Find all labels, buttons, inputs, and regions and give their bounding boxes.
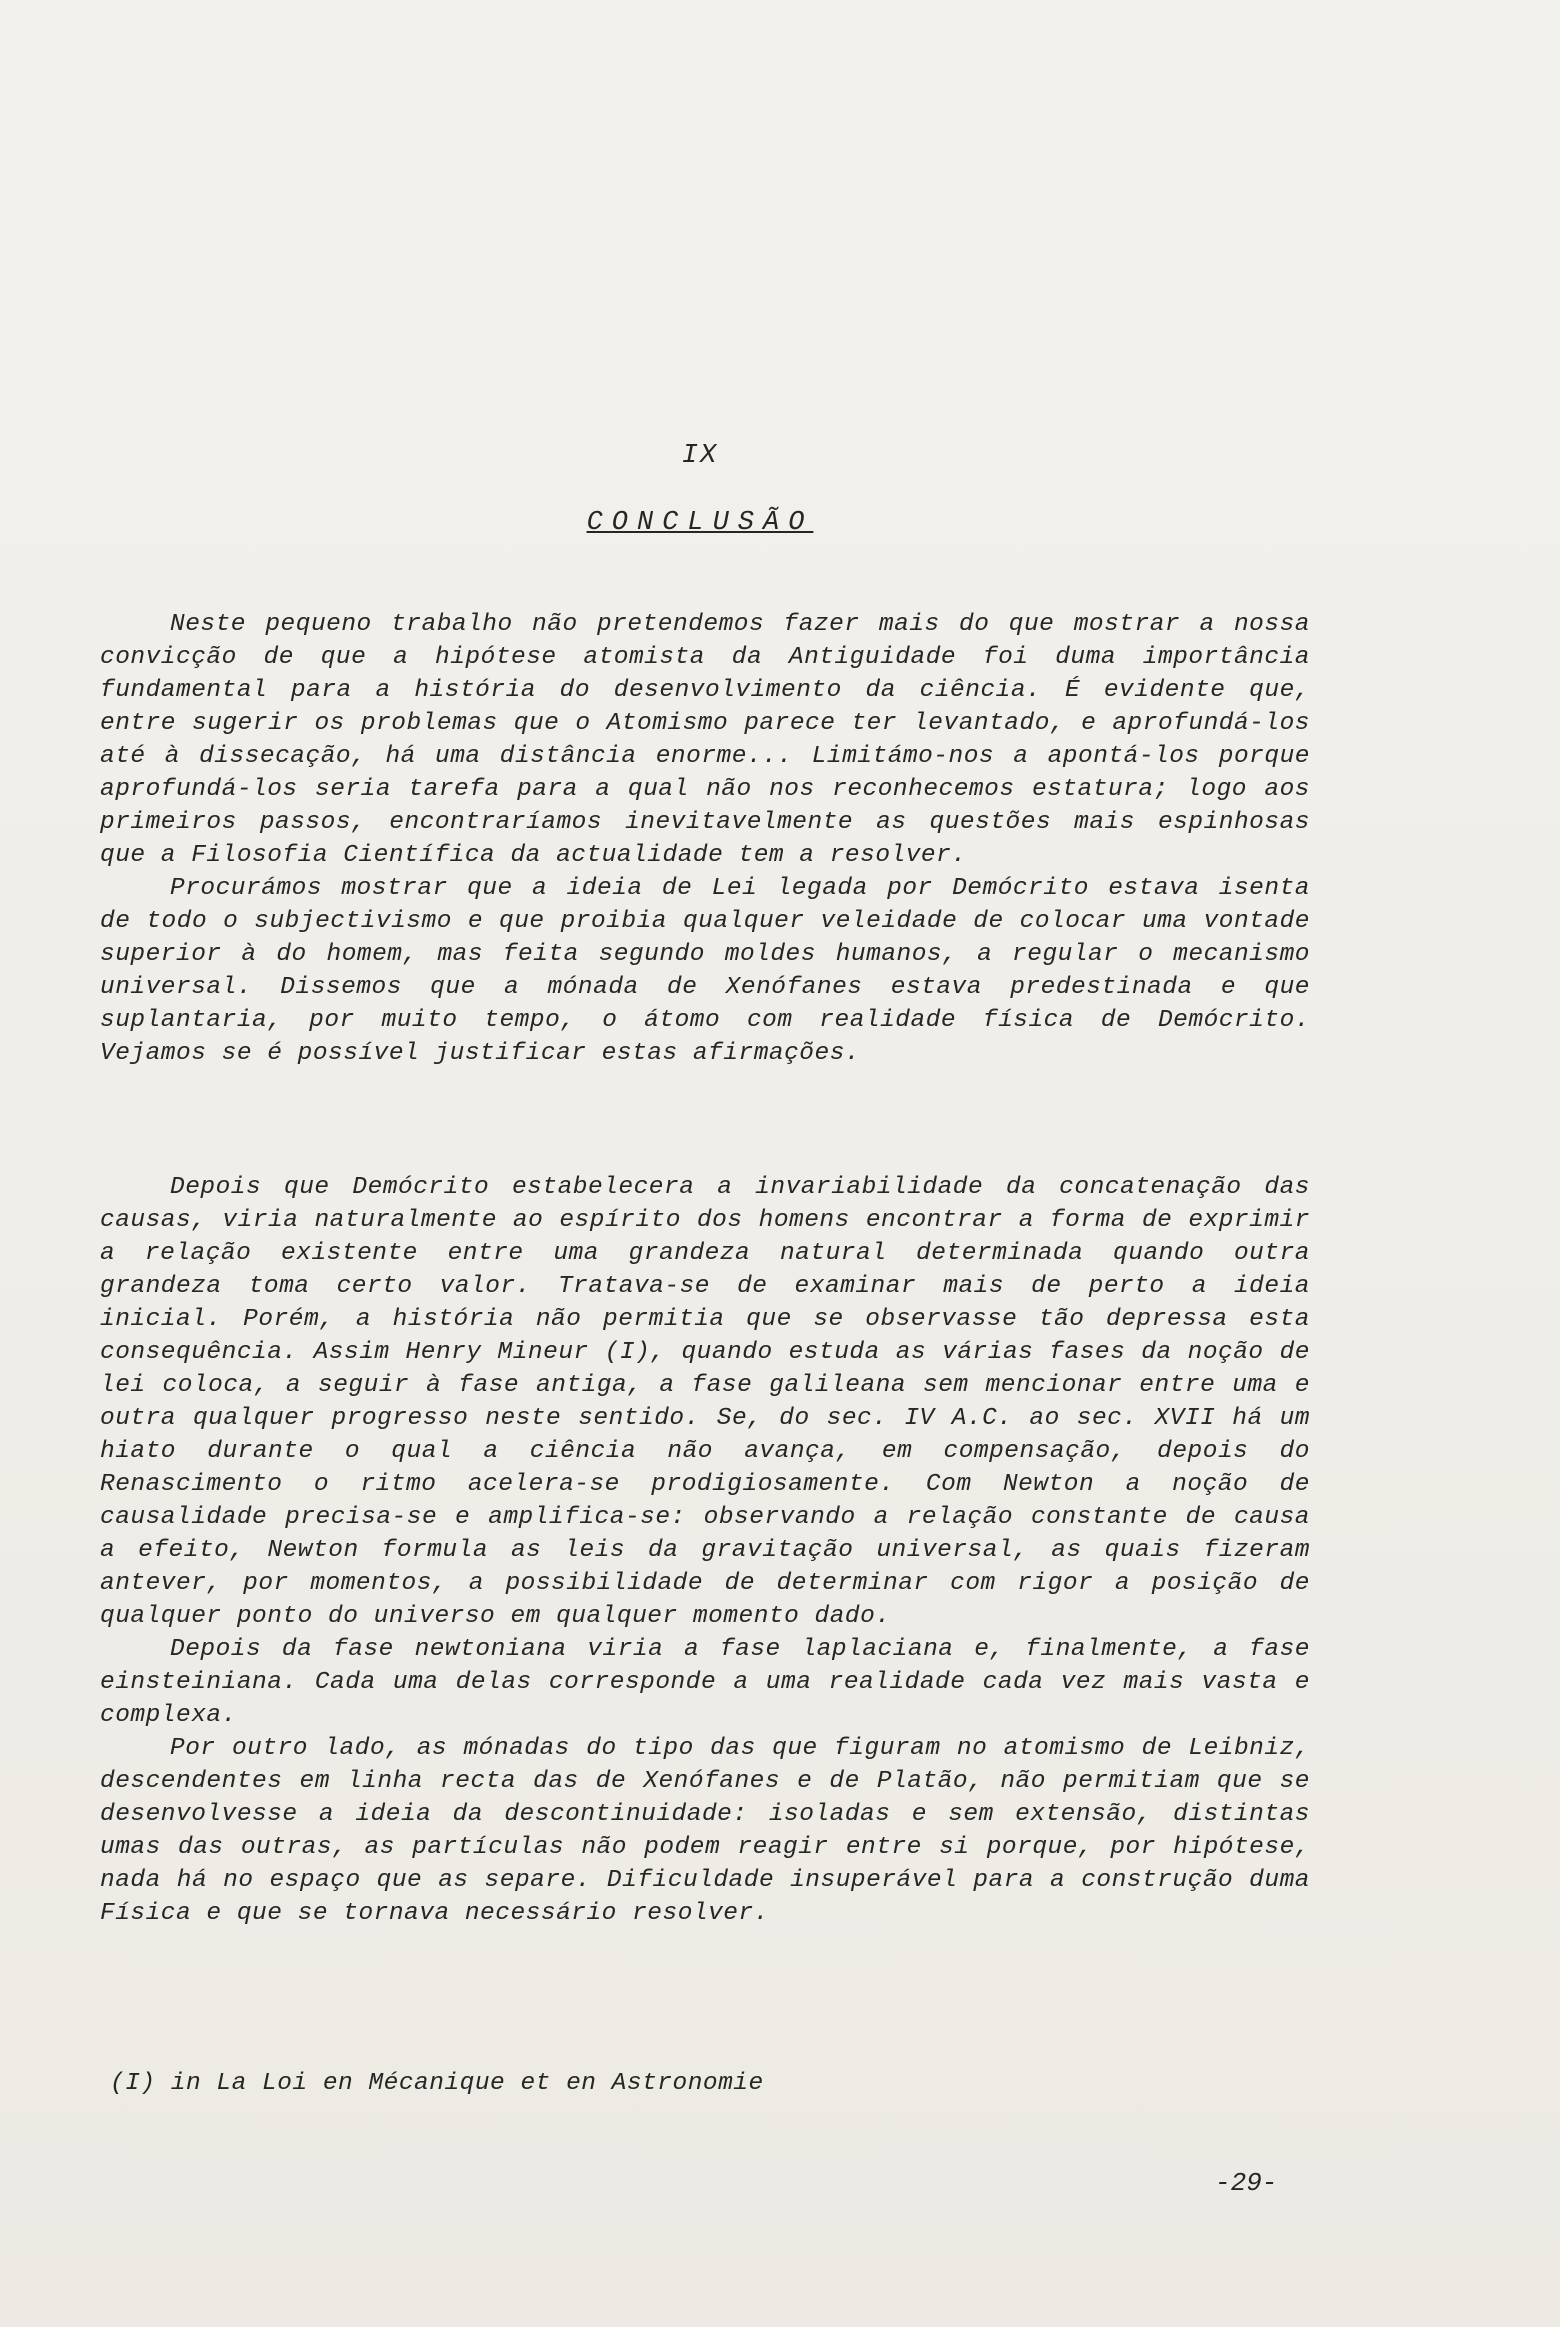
chapter-title: CONCLUSÃO <box>586 508 814 538</box>
page-number: -29- <box>1215 2168 1278 2198</box>
paragraph: Por outro lado, as mónadas do tipo das que figuram no atomismo de Leibniz, descendentes em linha recta das de Xenófanes e de Platão, não permitiam que se desenvolvesse a ideia da descontinuidade: isoladas e sem extensão, distintas umas das outras, as partículas não podem reagir entre si porque, por hipótese, nada há no espaço que as separe. Dificuldade insuperável para a construção duma Física e que se tornava necessário resolver. <box>100 1735 1310 1927</box>
text-block-intro <box>100 608 1310 1070</box>
footnote: (I) in La Loi en Mécanique et en Astronomie <box>110 2070 764 2097</box>
chapter-number: IX <box>681 441 719 471</box>
paragraph: Depois da fase newtoniana viria a fase laplaciana e, finalmente, a fase einsteiniana. Cada uma delas corresponde a uma realidade cada vez mais vasta e complexa. <box>100 1636 1310 1729</box>
paragraph: Depois que Demócrito estabelecera a invariabilidade da concatenação das causas, viria naturalmente ao espírito dos homens encontrar a forma de exprimir a relação existente entre uma grandeza natural determinada quando outra grandeza toma certo valor. Tratava-se de examinar mais de perto a ideia inicial. Porém, a história não permitia que se observasse tão depressa esta consequência. Assim Henry Mineur (I), quando estuda as várias fases da noção de lei coloca, a seguir à fase antiga, a fase galileana sem mencionar entre uma e outra qualquer progresso neste sentido. Se, do sec. IV A.C. ao sec. XVII há um hiato durante o qual a ciência não avança, em compensação, depois do Renascimento o ritmo acelera-se prodigiosamente. Com Newton a noção de causalidade precisa-se e amplifica-se: observando a relação constante de causa a efeito, Newton formula as leis da gravitação universal, as quais fizeram antever, por momentos, a possibilidade de determinar com rigor a posição de qualquer ponto do universo em qualquer momento dado. <box>100 1174 1310 1630</box>
text-block-main <box>100 1171 1310 1930</box>
paragraph: Neste pequeno trabalho não pretendemos fazer mais do que mostrar a nossa convicção de que a hipótese atomista da Antiguidade foi duma importância fundamental para a história do desenvolvimento da ciência. É evidente que, entre sugerir os problemas que o Atomismo parece ter levantado, e aprofundá-los até à dissecação, há uma distância enorme... Limitámo-nos a apontá-los porque aprofundá-los seria tarefa para a qual não nos reconhecemos estatura; logo aos primeiros passos, encontraríamos inevitavelmente as questões mais espinhosas que a Filosofia Científica da actualidade tem a resolver. <box>100 611 1310 869</box>
paragraph: Procurámos mostrar que a ideia de Lei legada por Demócrito estava isenta de todo o subjectivismo e que proibia qualquer veleidade de colocar uma vontade superior à do homem, mas feita segundo moldes humanos, a regular o mecanismo universal. Dissemos que a mónada de Xenófanes estava predestinada e que suplantaria, por muito tempo, o átomo com realidade física de Demócrito. Vejamos se é possível justificar estas afirmações. <box>100 875 1310 1067</box>
